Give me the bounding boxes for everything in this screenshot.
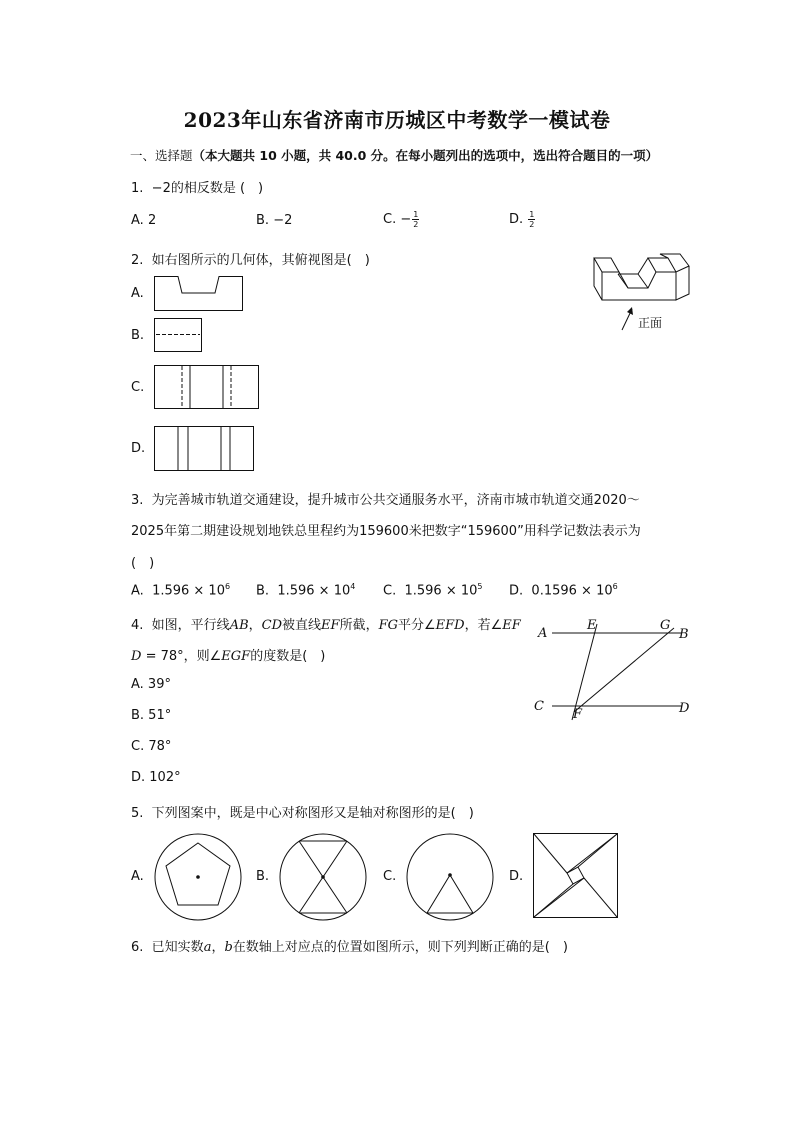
q2-option-b-figure <box>154 318 203 353</box>
q5-option-d-figure <box>533 833 619 919</box>
q1-option-c: C. − $\frac{1}{2}$ <box>383 210 419 229</box>
question-number: 1. <box>131 181 144 196</box>
q2-option-d-label: D. <box>131 441 146 456</box>
q2-option-c-figure <box>154 365 259 410</box>
fraction: $\frac{1}{2}$ <box>413 210 419 229</box>
question-6: 6. 已知实数a，b在数轴上对应点的位置如图所示，则下列判断正确的是( ) <box>131 940 568 955</box>
q4-option-a: A. 39° <box>131 677 171 692</box>
q5-option-d-label: D. <box>509 869 524 884</box>
fraction: $\frac{1}{2}$ <box>529 210 535 229</box>
question-3-line1: 3. 为完善城市轨道交通建设，提升城市公共交通服务水平，济南市城市轨道交通2020～ <box>131 493 640 508</box>
q1-option-a: A. 2 <box>131 213 157 228</box>
section-instruction: （本大题共 10 小题，共 40.0 分。在每小题列出的选项中，选出符合题目的一项） <box>192 148 659 163</box>
question-1 <box>131 177 263 196</box>
q2-option-c-label: C. <box>131 380 145 395</box>
q3-option-c: C. $1.596 \times 10^5$ <box>383 582 483 599</box>
section-label: 一、选择题 <box>130 148 193 163</box>
q4-option-c: C. 78° <box>131 739 172 754</box>
question-4-line1: 4. 如图，平行线AB，CD被直线EF所截，FG平分∠EFD，若∠EF <box>131 618 521 633</box>
q1-option-b: B. −2 <box>256 213 293 228</box>
q5-option-a-label: A. <box>131 869 144 884</box>
q2-option-d-figure <box>154 426 254 472</box>
point-label-e: E <box>587 618 597 633</box>
q5-option-c-figure <box>406 833 494 921</box>
q4-option-b: B. 51° <box>131 708 172 723</box>
q2-front-label: 正面 <box>638 316 663 330</box>
question-2: 2. 如右图所示的几何体，其俯视图是( ) <box>131 253 370 268</box>
point-label-d: D <box>679 701 690 716</box>
q4-option-d: D. 102° <box>131 770 181 785</box>
q5-option-a-figure <box>154 833 242 921</box>
point-label-b: B <box>679 627 689 642</box>
point-label-f: F <box>573 707 583 722</box>
q5-option-c-label: C. <box>383 869 397 884</box>
q2-option-a-figure <box>154 276 243 311</box>
question-3-line3: ( ) <box>131 556 155 571</box>
question-text: 如右图所示的几何体，其俯视图是( ) <box>151 253 370 268</box>
q2-option-a-label: A. <box>131 286 144 301</box>
q3-option-b: B. $1.596 \times 10^4$ <box>256 582 356 599</box>
question-text: 下列图案中，既是中心对称图形又是轴对称图形的是( ) <box>151 806 474 821</box>
q3-option-d: D. $0.1596 \times 10^6$ <box>509 582 618 599</box>
question-4-line2: D = 78°，则∠EGF的度数是( ) <box>131 649 326 664</box>
q3-option-a: A. $1.596 \times 10^6$ <box>131 582 231 599</box>
q2-option-b-label: B. <box>131 328 145 343</box>
q1-option-d: D. $\frac{1}{2}$ <box>509 210 535 229</box>
q5-option-b-figure <box>279 833 367 921</box>
section-header <box>130 146 658 164</box>
question-5: 5. 下列图案中，既是中心对称图形又是轴对称图形的是( ) <box>131 806 474 821</box>
q5-option-b-label: B. <box>256 869 270 884</box>
question-3-line2: 2025年第二期建设规划地铁总里程约为159600米把数字“159600”用科学记数法表示为 <box>131 524 641 539</box>
point-label-a: A <box>538 626 548 641</box>
question-text: −2的相反数是 ( ) <box>151 181 264 196</box>
point-label-g: G <box>660 618 671 633</box>
page-title: 2023年山东省济南市历城区中考数学一模试卷 <box>183 108 611 132</box>
point-label-c: C <box>534 699 544 714</box>
